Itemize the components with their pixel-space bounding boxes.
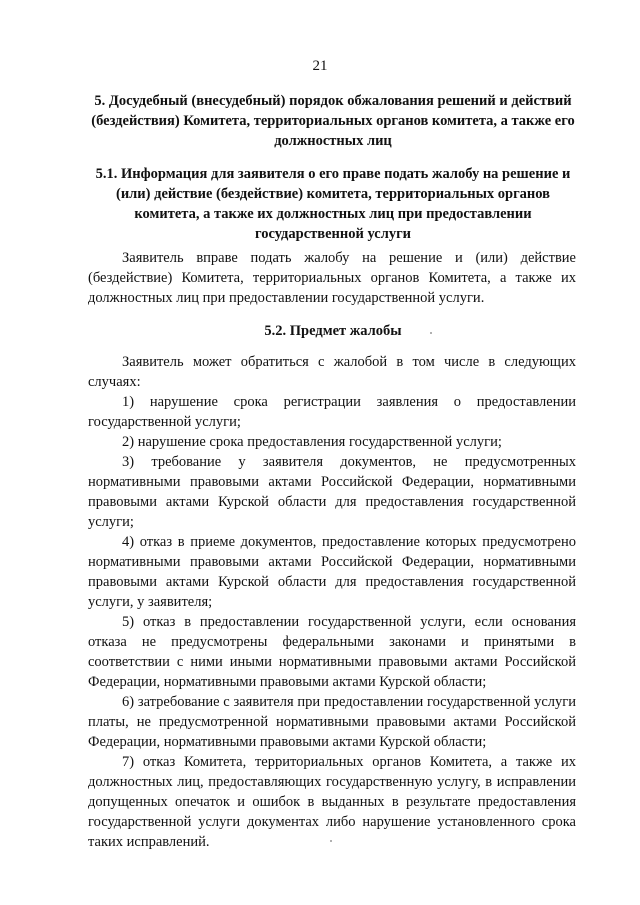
scan-speck	[430, 332, 432, 334]
subsection-5-2-heading: 5.2. Предмет жалобы	[264, 323, 402, 339]
complaint-case-item-5: 5) отказ в предоставлении государственной услуги, если основания отказа не предусмотрены федеральными законами и принятыми в соответствии с ними иными нормативными правовыми актами Российской Федерации, нормативными правовыми актами Курской области;	[88, 614, 576, 690]
subsection-5-2-body	[88, 352, 576, 852]
subsection-5-1-body	[88, 248, 576, 308]
complaint-case-item-3: 3) требование у заявителя документов, не предусмотренных нормативными правовыми актами Российской Федерации, нормативными правовыми актами Курской области для предоставления государственной услуги;	[88, 454, 576, 530]
complaint-case-item-2: 2) нарушение срока предоставления государственной услуги;	[122, 434, 502, 450]
subsection-5-1-paragraph: Заявитель вправе подать жалобу на решение и (или) действие (бездействие) Комитета, территориальных органов Комитета, а также их должностных лиц при предоставлении государственной услуги.	[88, 250, 576, 306]
subsection-5-2-intro: Заявитель может обратиться с жалобой в том числе в следующих случаях:	[88, 354, 576, 390]
section-5-heading: 5. Досудебный (внесудебный) порядок обжалования решений и действий (бездействия) Комитета, территориальных органов комитета, а также его должностных лиц	[91, 93, 575, 149]
scan-speck	[330, 840, 332, 842]
complaint-case-item-6: 6) затребование с заявителя при предоставлении государственной услуги платы, не предусмотренной нормативными правовыми актами Российской Федерации, нормативными правовыми актами Курской области;	[88, 694, 576, 750]
complaint-case-item-7: 7) отказ Комитета, территориальных органов Комитета, а также их должностных лиц, предоставляющих государственную услугу, в исправлении допущенных опечаток и ошибок в выданных в результате предоставления государственной услуги документах либо нарушение установленного срока таких исправлений.	[88, 754, 576, 850]
complaint-case-item-4: 4) отказ в приеме документов, предоставление которых предусмотрено нормативными правовыми актами Российской Федерации, нормативными правовыми актами Курской области для предоставления государственной услуги, у заявителя;	[88, 534, 576, 610]
complaint-case-item-1: 1) нарушение срока регистрации заявления о предоставлении государственной услуги;	[88, 394, 576, 430]
subsection-5-1-heading: 5.1. Информация для заявителя о его праве подать жалобу на решение и (или) действие (бездействие) комитета, территориальных органов комитета, а также их должностных лиц при предоставлении государственной услуги	[95, 166, 571, 242]
page-number: 21	[312, 58, 328, 74]
